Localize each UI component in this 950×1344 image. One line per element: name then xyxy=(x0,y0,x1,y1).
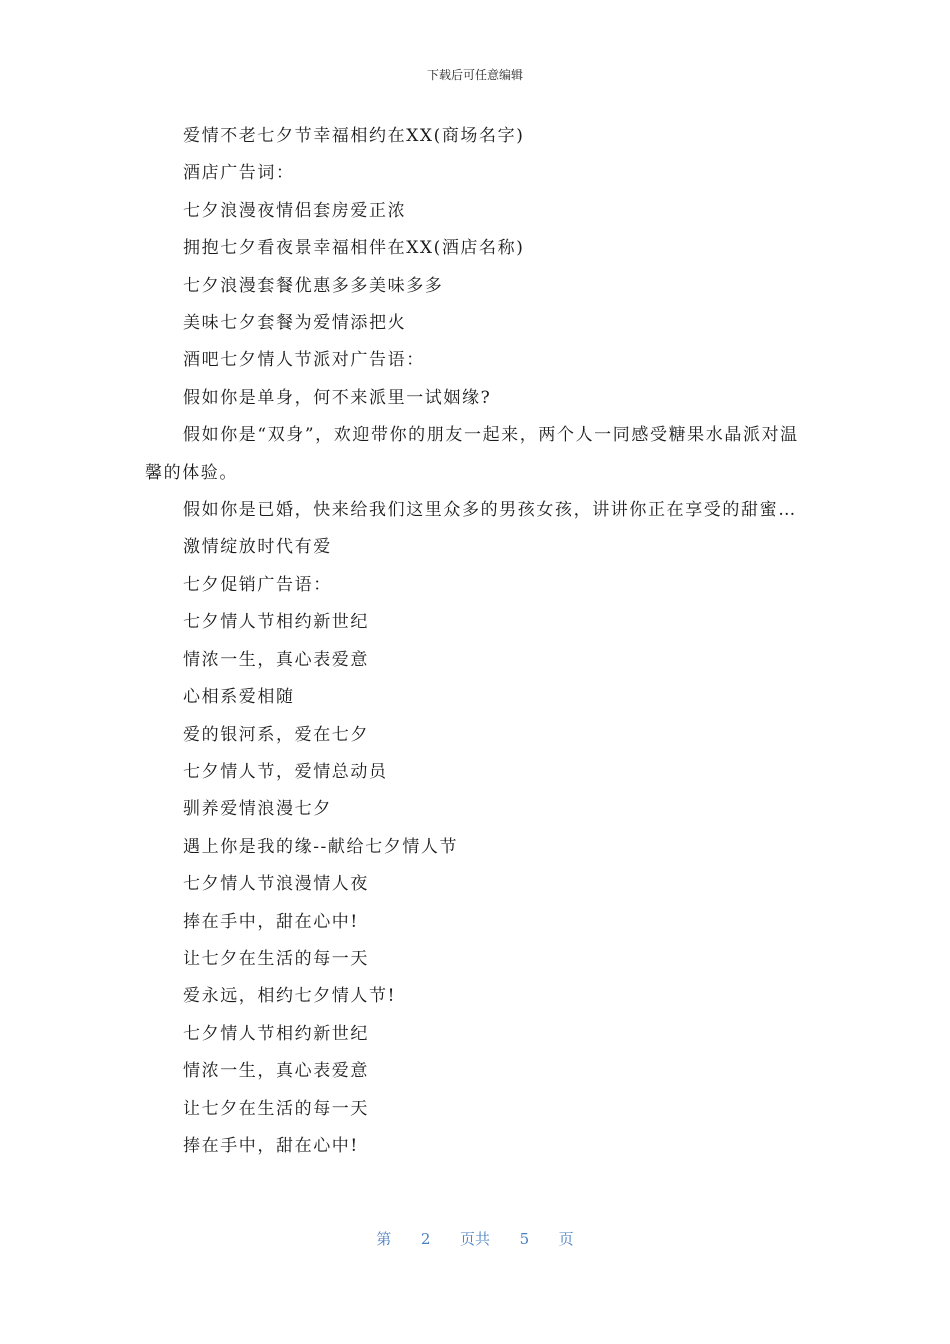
paragraph: 爱的银河系，爱在七夕 xyxy=(183,724,369,745)
paragraph: 情浓一生，真心表爱意 xyxy=(183,649,369,670)
paragraph: 爱永远，相约七夕情人节! xyxy=(183,986,397,1007)
paragraph: 美味七夕套餐为爱情添把火 xyxy=(183,313,407,334)
paragraph: 七夕情人节相约新世纪 xyxy=(183,612,369,633)
document-body xyxy=(145,118,810,1165)
paragraph: 假如你是已婚，快来给我们这里众多的男孩女孩，讲讲你正在享受的甜蜜… xyxy=(183,500,797,521)
paragraph: 让七夕在生活的每一天 xyxy=(183,948,369,969)
header-note: 下载后可任意编辑 xyxy=(426,68,523,82)
page-footer xyxy=(0,1228,950,1249)
paragraph: 酒吧七夕情人节派对广告语： xyxy=(183,350,425,371)
paragraph: 七夕情人节，爱情总动员 xyxy=(183,761,388,782)
paragraph: 七夕情人节相约新世纪 xyxy=(183,1023,369,1044)
paragraph: 捧在手中，甜在心中! xyxy=(183,1135,359,1156)
paragraph: 假如你是单身，何不来派里一试姻缘? xyxy=(183,387,492,408)
paragraph: 七夕浪漫套餐优惠多多美味多多 xyxy=(183,275,444,296)
paragraph: 情浓一生，真心表爱意 xyxy=(183,1061,369,1082)
paragraph: 捧在手中，甜在心中! xyxy=(183,911,359,932)
footer-prefix: 第 xyxy=(376,1230,392,1248)
paragraph: 假如你是“双身”，欢迎带你的朋友一起来，两个人一同感受糖果水晶派对温馨的体验。 xyxy=(145,425,799,483)
paragraph: 七夕促销广告语： xyxy=(183,574,332,595)
footer-suffix: 页 xyxy=(558,1230,574,1248)
paragraph: 让七夕在生活的每一天 xyxy=(183,1098,369,1119)
paragraph: 激情绽放时代有爱 xyxy=(183,537,332,558)
paragraph: 酒店广告词： xyxy=(183,163,295,184)
paragraph: 心相系爱相随 xyxy=(183,687,295,708)
page-header xyxy=(0,66,950,83)
paragraph: 七夕浪漫夜情侣套房爱正浓 xyxy=(183,200,407,221)
paragraph: 驯养爱情浪漫七夕 xyxy=(183,799,332,820)
footer-total-pages: 5 xyxy=(519,1230,530,1248)
footer-middle: 页共 xyxy=(459,1230,490,1248)
paragraph: 遇上你是我的缘--献给七夕情人节 xyxy=(183,836,459,857)
paragraph: 爱情不老七夕节幸福相约在XX(商场名字) xyxy=(183,126,525,146)
footer-page-number: 2 xyxy=(420,1230,431,1248)
paragraph: 七夕情人节浪漫情人夜 xyxy=(183,874,369,895)
paragraph: 拥抱七夕看夜景幸福相伴在XX(酒店名称) xyxy=(183,238,525,259)
